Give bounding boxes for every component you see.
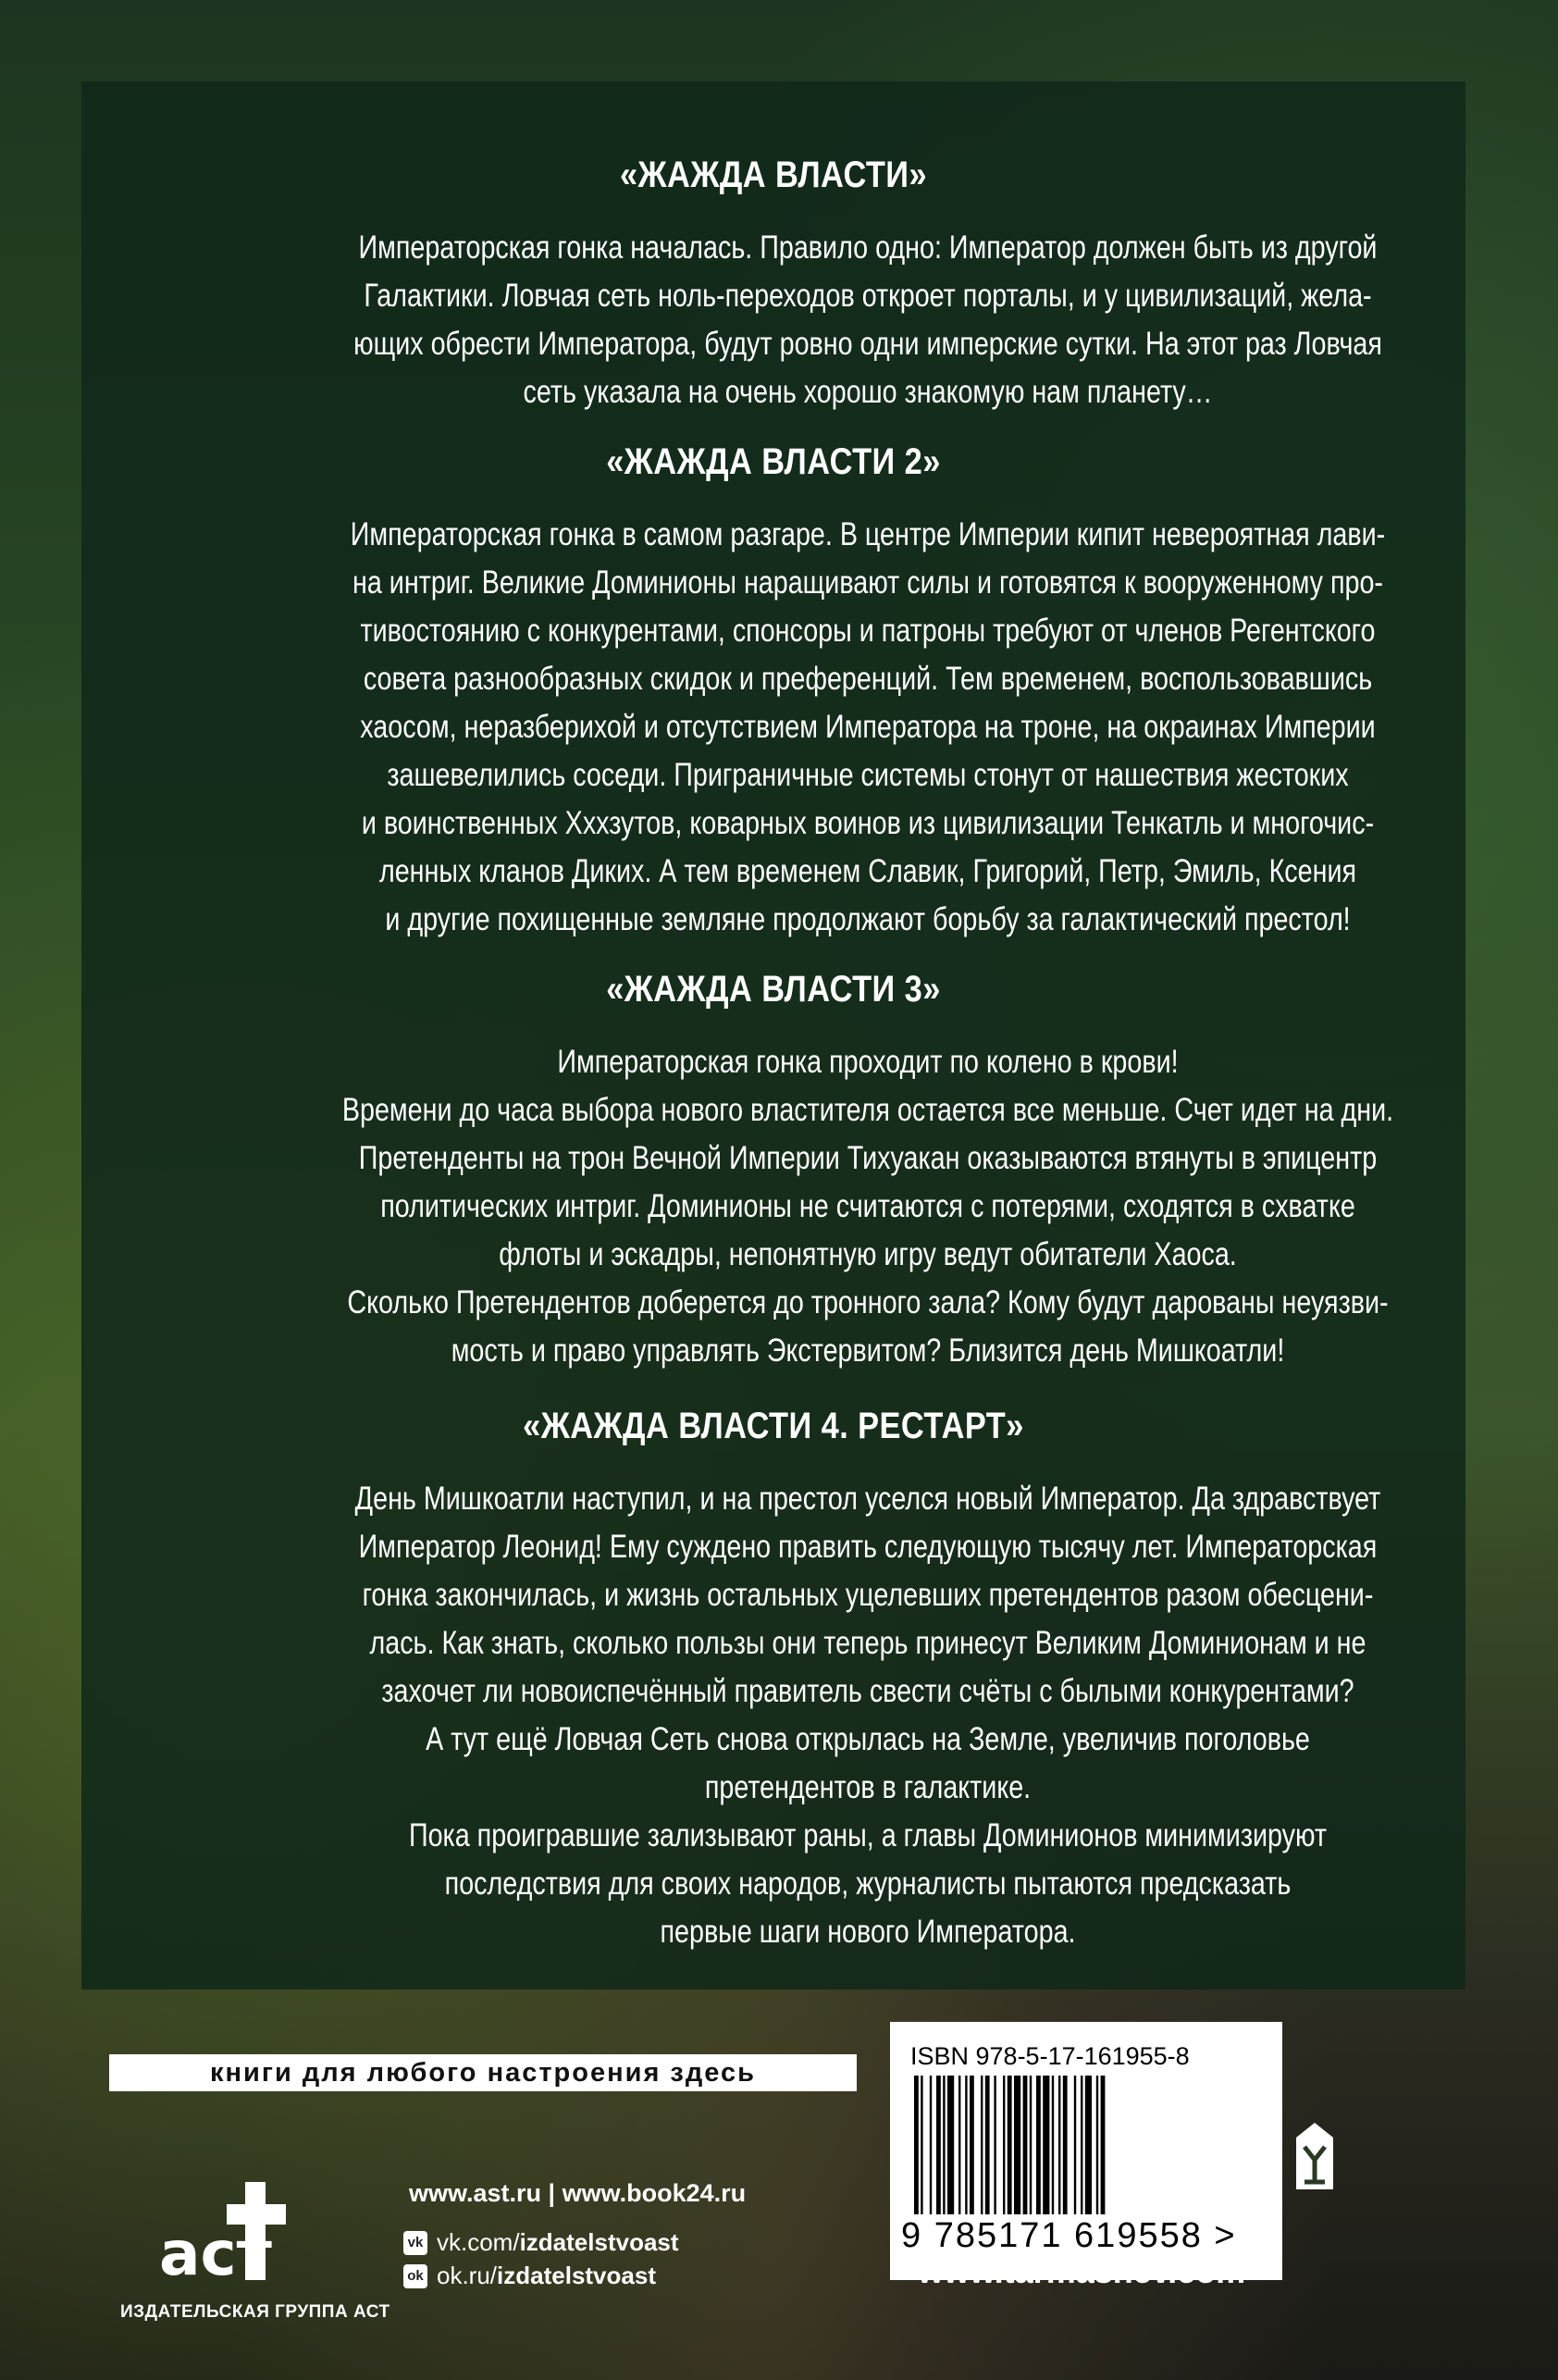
barcode-digits: 9 785171 619558 >: [901, 2216, 1237, 2255]
slogan-banner: книги для любого настроения здесь: [109, 2054, 857, 2091]
text-panel: [81, 81, 1465, 1990]
ok-icon: ok: [403, 2264, 427, 2288]
section-body-4: [223, 1475, 1513, 1956]
body-line: захочет ли новоиспечённый правитель свести счёты с былыми конкурентами?: [381, 1673, 1354, 1709]
body-line: последствия для своих народов, журналисты пытаются предсказать: [444, 1866, 1292, 1902]
body-line: День Мишкоатли наступил, и на престол уселся новый Император. Да здравствует: [354, 1481, 1381, 1517]
section-body-1: [223, 224, 1513, 416]
body-line: Императорская гонка началась. Правило одно: Император должен быть из другой: [358, 229, 1378, 266]
body-line: ющих обрести Императора, будут ровно одни имперские сутки. На этот раз Ловчая: [353, 326, 1382, 362]
publisher-caption: ИЗДАТЕЛЬСКАЯ ГРУППА АСТ: [120, 2302, 390, 2322]
body-line: мость и право управлять Экстервитом? Близится день Мишкоатли!: [451, 1333, 1285, 1369]
body-line: зашевелились соседи. Приграничные системы стонут от нашествия жестоких: [387, 757, 1349, 793]
body-line: Императорская гонка проходит по колено в крови!: [557, 1044, 1179, 1080]
body-line: на интриг. Великие Доминионы наращивают силы и готовятся к вооруженному про-: [352, 564, 1383, 601]
logo-text: аст: [159, 2218, 272, 2286]
isbn-block: [890, 2022, 1282, 2280]
body-line: и другие похищенные земляне продолжают борьбу за галактический престол!: [385, 901, 1351, 937]
body-line: тивостоянию с конкурентами, спонсоры и патроны требуют от членов Регентского: [360, 613, 1376, 649]
body-line: Императорская гонка в самом разгаре. В центре Империи кипит невероятная лави-: [350, 516, 1386, 552]
publisher-links[interactable]: www.ast.ru | www.book24.ru: [409, 2179, 747, 2207]
section-body-2: [223, 511, 1513, 944]
section-title-1: «ЖАЖДА ВЛАСТИ»: [619, 155, 928, 195]
back-cover-footer: [0, 1990, 1558, 2380]
body-line: А тут ещё Ловчая Сеть снова открылась на Земле, увеличив поголовье: [426, 1721, 1310, 1757]
body-line: лась. Как знать, сколько пользы они теперь принесут Великим Доминионам и не: [369, 1625, 1366, 1661]
body-line: Галактики. Ловчая сеть ноль-переходов откроет порталы, и у цивилизаций, жела-: [364, 278, 1372, 314]
vk-prefix: vk.com/: [437, 2228, 520, 2256]
ok-prefix: ok.ru/: [437, 2262, 498, 2289]
annotation-content: [81, 152, 1465, 1956]
ok-handle: izdatelstvoast: [497, 2262, 656, 2289]
barcode-icon: [910, 2076, 1262, 2214]
body-line: Претенденты на трон Вечной Империи Тихуакан оказываются втянуты в эпицентр: [358, 1140, 1378, 1176]
body-line: Сколько Претендентов доберется до тронного зала? Кому будут дарованы неуязви-: [347, 1284, 1389, 1320]
body-line: Пока проигравшие зализывают раны, а главы Доминионов минимизируют: [408, 1817, 1328, 1853]
body-line: совета разнообразных скидок и преференций. Тем временем, воспользовавшись: [363, 661, 1373, 697]
body-line: хаосом, неразберихой и отсутствием Императора на троне, на окраинах Империи: [360, 709, 1376, 745]
body-line: гонка закончилась, и жизнь остальных уцелевших претендентов разом обесцени-: [362, 1577, 1374, 1613]
vk-link[interactable]: [403, 2228, 679, 2257]
body-line: Император Леонид! Ему суждено править следующую тысячу лет. Императорская: [358, 1529, 1378, 1565]
body-line: политических интриг. Доминионы не считаются с потерями, сходятся в схватке: [380, 1188, 1355, 1224]
ok-link[interactable]: [403, 2262, 656, 2290]
vk-handle: izdatelstvoast: [519, 2228, 679, 2256]
section-title-3: «ЖАЖДА ВЛАСТИ 3»: [606, 969, 941, 1010]
author-site[interactable]: www.tarmashev.com: [918, 2252, 1246, 2290]
publisher-mark-icon: [1292, 2119, 1338, 2193]
vk-icon: vk: [403, 2231, 427, 2255]
section-title-4: «ЖАЖДА ВЛАСТИ 4. РЕСТАРТ»: [523, 1406, 1024, 1446]
body-line: флоты и эскадры, непонятную игру ведут обитатели Хаоса.: [499, 1236, 1237, 1272]
body-line: претендентов в галактике.: [704, 1769, 1032, 1805]
body-line: Времени до часа выбора нового властителя остается все меньше. Счет идет на дни.: [341, 1092, 1394, 1128]
isbn-number: ISBN 978-5-17-161955-8: [910, 2042, 1190, 2070]
section-title-2: «ЖАЖДА ВЛАСТИ 2»: [606, 441, 941, 482]
body-line: первые шаги нового Императора.: [660, 1914, 1076, 1950]
body-line: сеть указала на очень хорошо знакомую нам планету…: [523, 374, 1213, 410]
ast-logo-icon: [157, 2175, 296, 2286]
section-body-3: [223, 1038, 1513, 1375]
body-line: и воинственных Хххзутов, коварных воинов из цивилизации Тенкатль и многочис-: [361, 805, 1375, 841]
body-line: ленных кланов Диких. А тем временем Славик, Григорий, Петр, Эмиль, Ксения: [378, 853, 1357, 889]
